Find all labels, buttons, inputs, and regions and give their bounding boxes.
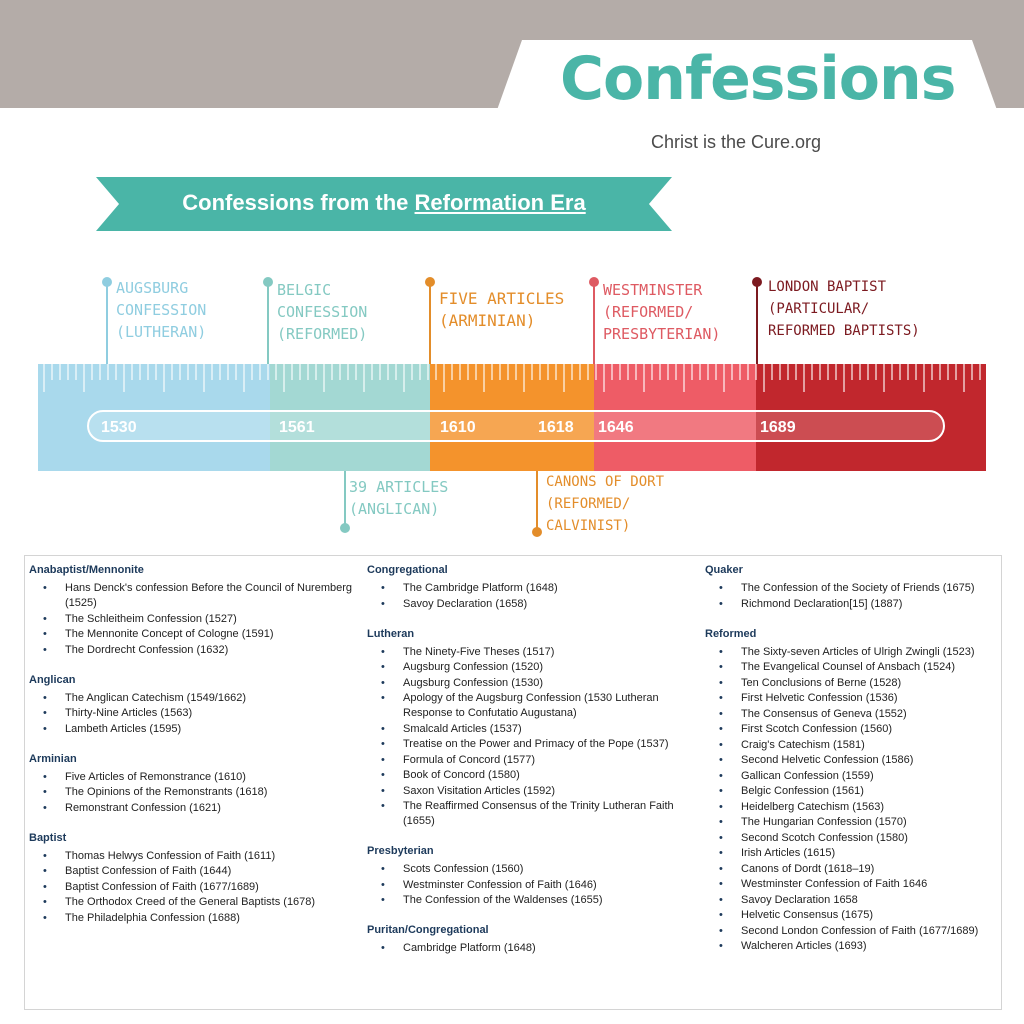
list-item: • Five Articles of Remonstrance (1610) xyxy=(29,770,359,785)
list-item: • The Philadelphia Confession (1688) xyxy=(29,911,359,926)
confession-list xyxy=(705,581,995,612)
year-1646: 1646 xyxy=(598,419,634,436)
page-title: Confessions xyxy=(560,44,956,114)
list-item: • Craig's Catechism (1581) xyxy=(705,738,995,753)
list-item: • The Mennonite Concept of Cologne (1591) xyxy=(29,627,359,642)
list-item: • Cambridge Platform (1648) xyxy=(367,941,697,956)
list-item: • Hans Denck's confession Before the Council of Nuremberg (1525) xyxy=(29,581,359,611)
label-westminster: WESTMINSTER (REFORMED/ PRESBYTERIAN) xyxy=(603,281,721,343)
list-item: • Heidelberg Catechism (1563) xyxy=(705,800,995,815)
list-item: • The Schleitheim Confession (1527) xyxy=(29,612,359,627)
group-title: Puritan/Congregational xyxy=(367,924,489,936)
group-title: Congregational xyxy=(367,564,448,576)
pin-head-london-baptist xyxy=(752,277,762,287)
list-item: • Westminster Confession of Faith 1646 xyxy=(705,877,995,892)
list-item: • Thirty-Nine Articles (1563) xyxy=(29,706,359,721)
list-item: • Augsburg Confession (1530) xyxy=(367,676,697,691)
confession-list xyxy=(29,849,359,926)
confession-list xyxy=(367,581,697,612)
list-item: • First Helvetic Confession (1536) xyxy=(705,691,995,706)
list-item: • The Consensus of Geneva (1552) xyxy=(705,707,995,722)
list-item: • Treatise on the Power and Primacy of the Pope (1537) xyxy=(367,737,697,752)
list-column-1 xyxy=(29,564,359,926)
list-item: • Second Helvetic Confession (1586) xyxy=(705,753,995,768)
list-item: • Smalcald Articles (1537) xyxy=(367,722,697,737)
label-belgic: BELGIC CONFESSION (REFORMED) xyxy=(277,281,368,343)
list-item: • The Anglican Catechism (1549/1662) xyxy=(29,691,359,706)
list-item: • Savoy Declaration (1658) xyxy=(367,597,697,612)
confession-list xyxy=(367,941,697,956)
pin-head-39-articles xyxy=(340,523,350,533)
pin-head-belgic xyxy=(263,277,273,287)
list-item: • Irish Articles (1615) xyxy=(705,846,995,861)
list-item: • Lambeth Articles (1595) xyxy=(29,722,359,737)
list-item: • Remonstrant Confession (1621) xyxy=(29,801,359,816)
group-title: Reformed xyxy=(705,627,757,640)
list-item: • The Dordrecht Confession (1632) xyxy=(29,643,359,658)
pin-head-westminster xyxy=(589,277,599,287)
list-item: • The Confession of the Society of Friends (1675) xyxy=(705,581,995,596)
group-title: Baptist xyxy=(29,831,67,844)
list-item: • The Orthodox Creed of the General Baptists (1678) xyxy=(29,895,359,910)
confession-list xyxy=(29,581,359,658)
list-item: • Belgic Confession (1561) xyxy=(705,784,995,799)
list-item: • Saxon Visitation Articles (1592) xyxy=(367,784,697,799)
group-title: Quaker xyxy=(705,564,743,576)
list-item: • Walcheren Articles (1693) xyxy=(705,939,995,954)
year-1689: 1689 xyxy=(760,419,796,436)
timeline-track xyxy=(88,411,944,441)
list-item: • Scots Confession (1560) xyxy=(367,862,697,877)
list-item: • Second London Confession of Faith (1677/1689) xyxy=(705,924,995,939)
confession-list xyxy=(29,770,359,816)
list-item: • Savoy Declaration 1658 xyxy=(705,893,995,908)
label-augsburg: AUGSBURG CONFESSION (LUTHERAN) xyxy=(116,279,207,341)
confessions-list-box xyxy=(24,555,1002,1010)
list-item: • The Opinions of the Remonstrants (1618) xyxy=(29,785,359,800)
year-1530: 1530 xyxy=(101,419,137,436)
label-canons-of-dort: CANONS OF DORT (REFORMED/ CALVINIST) xyxy=(546,474,665,534)
list-item: • Helvetic Consensus (1675) xyxy=(705,908,995,923)
list-item: • Thomas Helwys Confession of Faith (1611) xyxy=(29,849,359,864)
list-item: • The Hungarian Confession (1570) xyxy=(705,815,995,830)
pin-head-canons-of-dort xyxy=(532,527,542,537)
label-39-articles: 39 ARTICLES (ANGLICAN) xyxy=(349,478,449,518)
list-item: • Augsburg Confession (1520) xyxy=(367,660,697,675)
group-title: Presbyterian xyxy=(367,845,434,857)
list-item: • The Confession of the Waldenses (1655) xyxy=(367,893,697,908)
confession-list xyxy=(29,691,359,737)
list-item: • Baptist Confession of Faith (1644) xyxy=(29,864,359,879)
list-item: • Second Scotch Confession (1580) xyxy=(705,831,995,846)
list-item: • Ten Conclusions of Berne (1528) xyxy=(705,676,995,691)
list-item: • Richmond Declaration[15] (1887) xyxy=(705,597,995,612)
list-item: • The Ninety-Five Theses (1517) xyxy=(367,645,697,660)
pin-head-augsburg xyxy=(102,277,112,287)
year-1610: 1610 xyxy=(440,419,476,436)
list-item: • Apology of the Augsburg Confession (1530 Lutheran Response to Confutatio Augustana) xyxy=(367,691,697,721)
confession-list xyxy=(705,645,995,955)
list-item: • Gallican Confession (1559) xyxy=(705,769,995,784)
pin-head-five-articles xyxy=(425,277,435,287)
list-item: • Formula of Concord (1577) xyxy=(367,753,697,768)
year-1561: 1561 xyxy=(279,419,315,436)
list-item: • Book of Concord (1580) xyxy=(367,768,697,783)
group-title: Lutheran xyxy=(367,627,415,640)
confession-list xyxy=(367,862,697,908)
list-column-2 xyxy=(367,564,697,957)
list-item: • The Cambridge Platform (1648) xyxy=(367,581,697,596)
list-item: • The Evangelical Counsel of Ansbach (1524) xyxy=(705,660,995,675)
ribbon-underlined: Reformation Era xyxy=(414,190,586,215)
list-column-3 xyxy=(705,564,995,955)
group-title: Anglican xyxy=(29,673,76,686)
page-subtitle: Christ is the Cure.org xyxy=(651,132,822,152)
list-item: • Canons of Dordt (1618–19) xyxy=(705,862,995,877)
year-1618: 1618 xyxy=(538,419,574,436)
label-london-baptist: LONDON BAPTIST (PARTICULAR/ REFORMED BAPTISTS) xyxy=(768,279,920,339)
label-five-articles: FIVE ARTICLES (ARMINIAN) xyxy=(439,289,565,330)
ribbon-prefix: Confessions from the xyxy=(182,190,409,215)
confession-list xyxy=(367,645,697,830)
group-title: Arminian xyxy=(29,752,77,765)
list-item: • Baptist Confession of Faith (1677/1689) xyxy=(29,880,359,895)
group-title: Anabaptist/Mennonite xyxy=(29,564,144,576)
list-item: • First Scotch Confession (1560) xyxy=(705,722,995,737)
list-item: • Westminster Confession of Faith (1646) xyxy=(367,878,697,893)
list-item: • The Sixty-seven Articles of Ulrigh Zwingli (1523) xyxy=(705,645,995,660)
list-item: • The Reaffirmed Consensus of the Trinity Lutheran Faith (1655) xyxy=(367,799,697,829)
